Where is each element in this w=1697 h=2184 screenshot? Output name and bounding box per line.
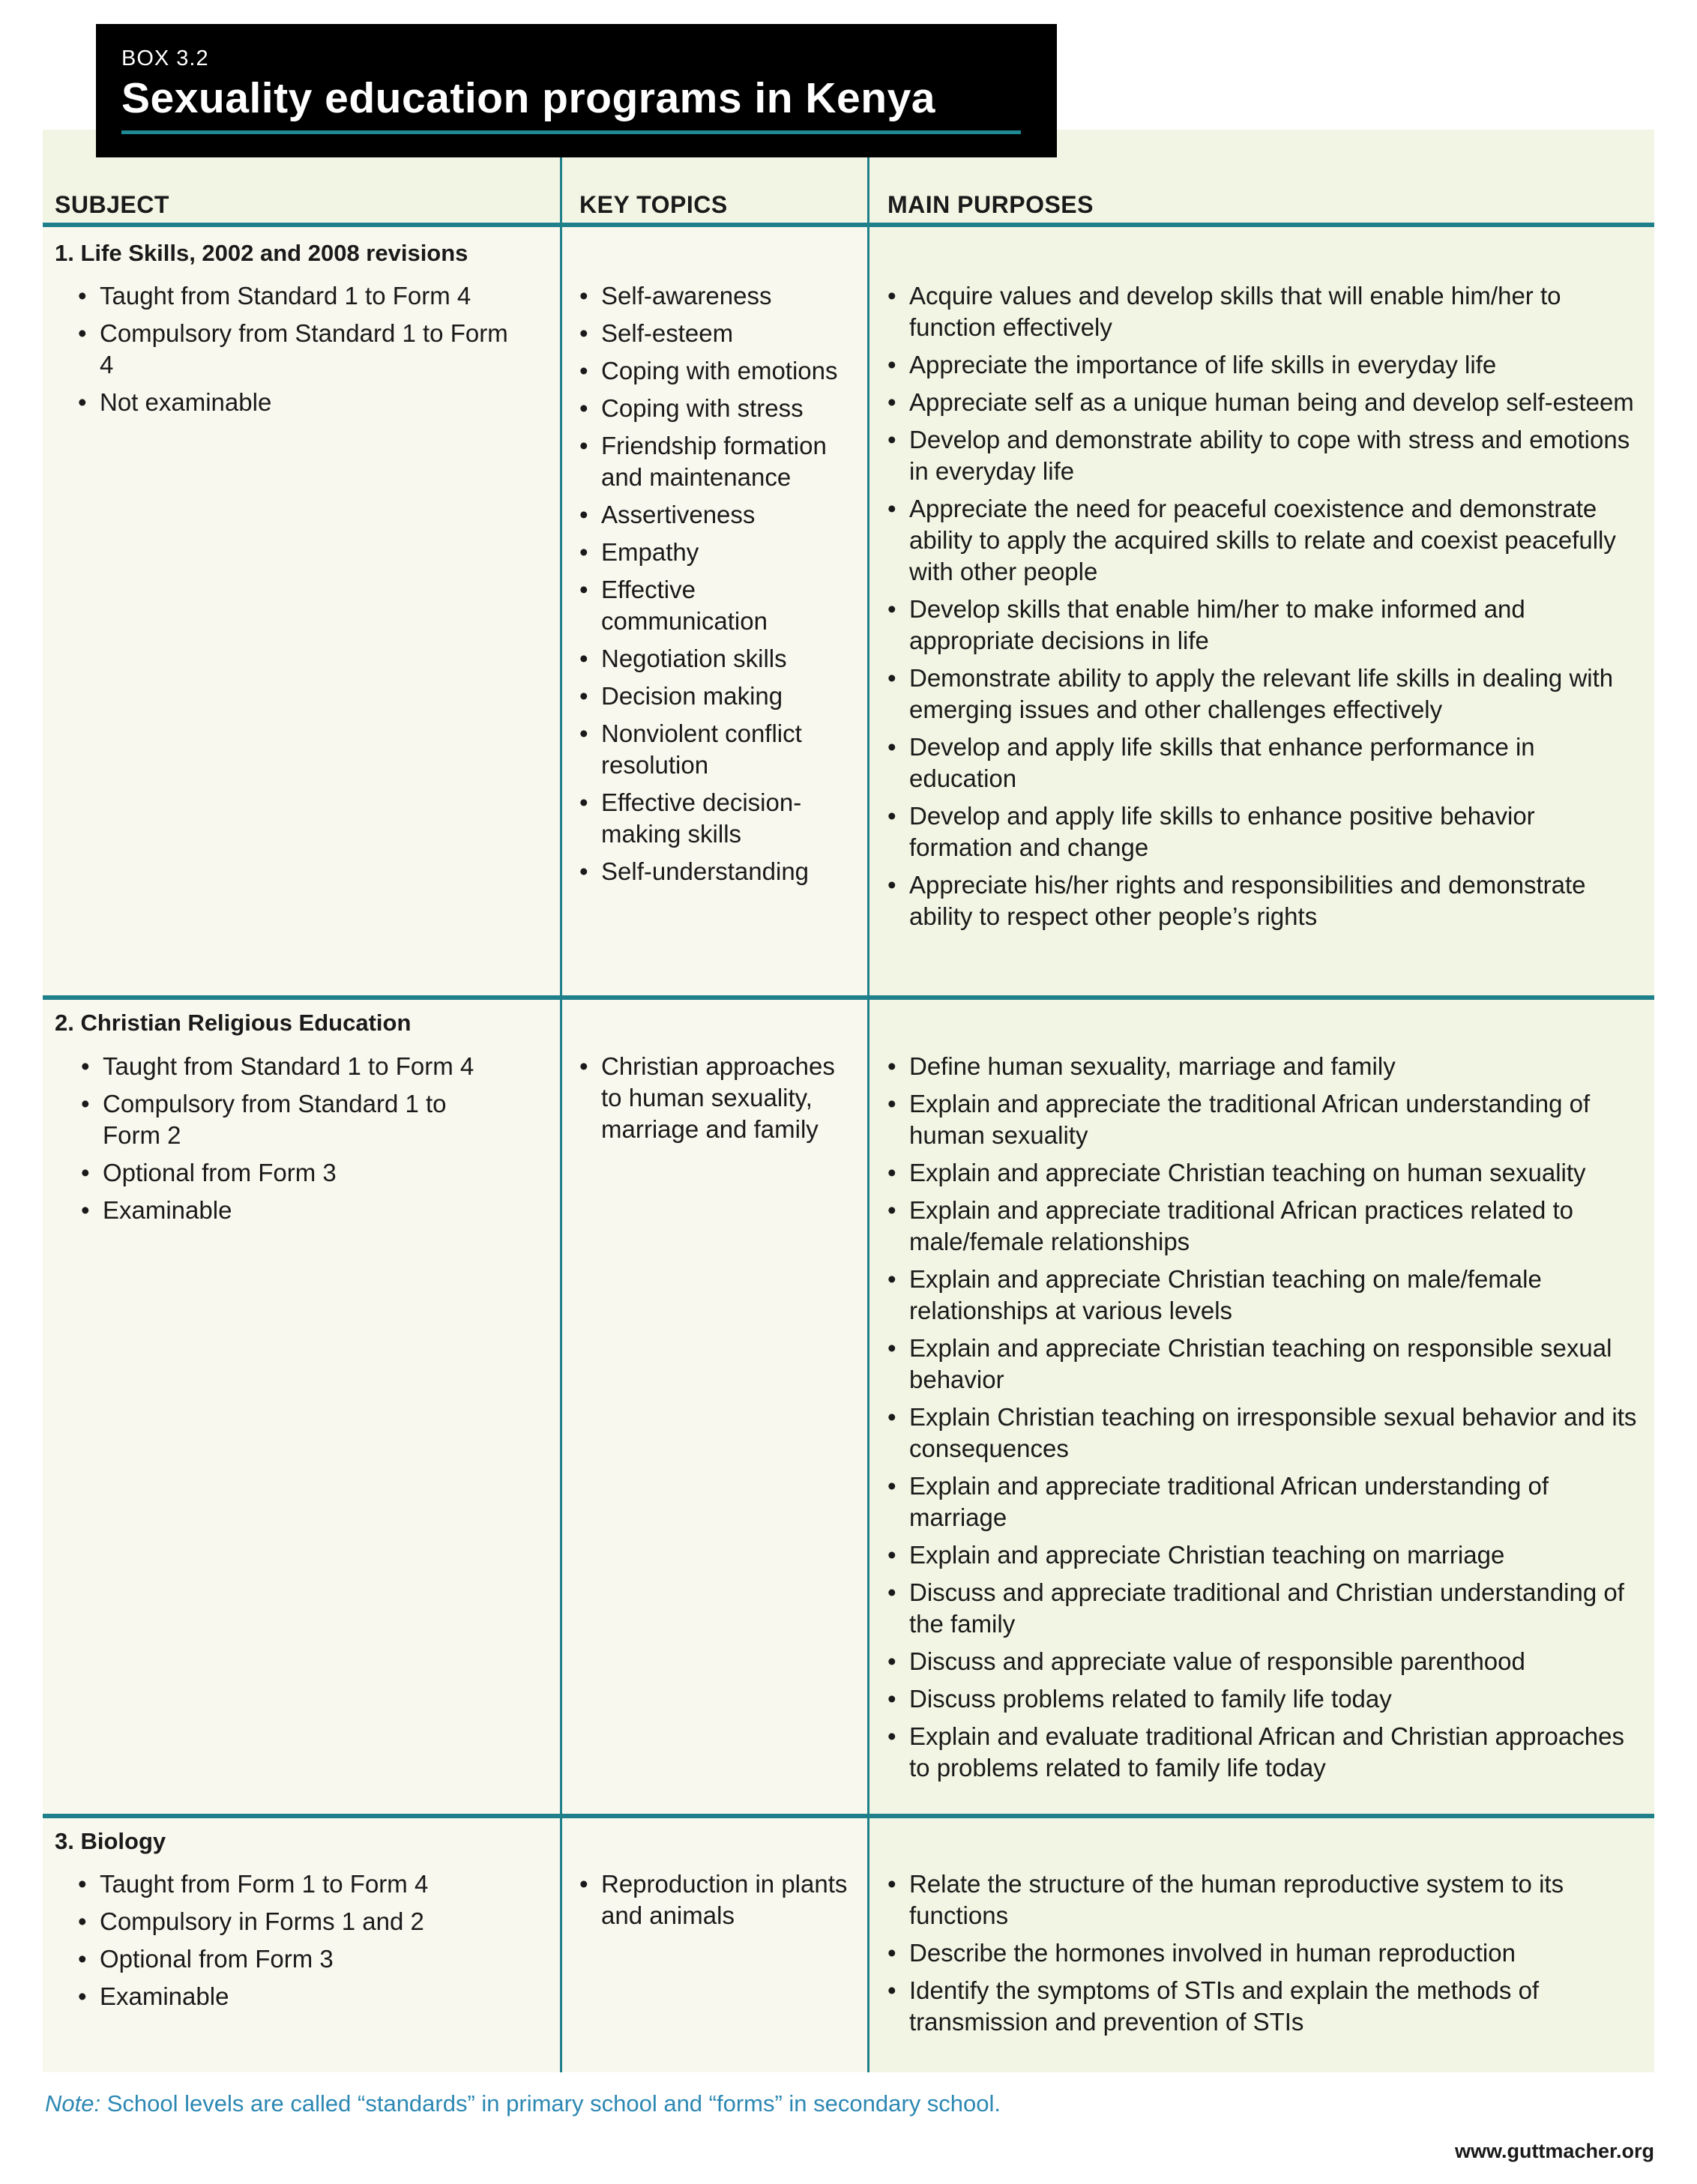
list-item: • Taught from Standard 1 to Form 4 (78, 280, 528, 312)
footnote-text: School levels are called “standards” in primary school and “forms” in secondary school. (100, 2090, 1001, 2117)
list-item: • Explain and evaluate traditional African and Christian approaches to problems related to family life today (887, 1721, 1648, 1784)
list-item: • Compulsory from Standard 1 to Form 2 (81, 1088, 501, 1151)
list-item: • Relate the structure of the human reproductive system to its functions (887, 1868, 1645, 1931)
list-item: • Define human sexuality, marriage and family (887, 1051, 1648, 1082)
life-skills-topics-list (579, 280, 857, 893)
life-skills-subject-list (78, 280, 528, 424)
list-item: • Compulsory in Forms 1 and 2 (78, 1906, 498, 1937)
list-item: • Coping with emotions (579, 355, 857, 387)
list-item: • Decision making (579, 681, 857, 712)
list-item: • Describe the hormones involved in human reproduction (887, 1937, 1645, 1969)
list-item: • Develop and apply life skills to enhance positive behavior formation and change (887, 800, 1645, 863)
list-item: • Empathy (579, 537, 857, 568)
list-item: • Nonviolent conflict resolution (579, 718, 857, 781)
section-divider-1 (43, 995, 1654, 1000)
website-url: www.guttmacher.org (1454, 2140, 1654, 2162)
list-item: • Explain and appreciate Christian teaching on human sexuality (887, 1157, 1648, 1189)
section-title-christian-religious-education: 2. Christian Religious Education (55, 1010, 412, 1036)
list-item: • Appreciate self as a unique human being and develop self-esteem (887, 387, 1645, 418)
list-item: • Examinable (81, 1195, 501, 1226)
list-item: • Develop skills that enable him/her to make informed and appropriate decisions in life (887, 594, 1645, 657)
biology-topics-list (579, 1868, 857, 1937)
list-item: • Negotiation skills (579, 643, 857, 675)
list-item: • Appreciate his/her rights and responsibilities and demonstrate ability to respect other people’s rights (887, 869, 1645, 932)
list-item: • Examinable (78, 1981, 498, 2012)
column-divider-1 (560, 157, 562, 2072)
cre-subject-list (81, 1051, 501, 1232)
list-item: • Self-awareness (579, 280, 857, 312)
box-label: BOX 3.2 (121, 46, 209, 70)
biology-purposes-list (887, 1868, 1645, 2044)
list-item: • Develop and demonstrate ability to cope with stress and emotions in everyday life (887, 424, 1645, 487)
life-skills-purposes-list (887, 280, 1645, 938)
list-item: • Effective decision-making skills (579, 787, 857, 850)
section-title-biology: 3. Biology (55, 1828, 166, 1854)
column-header-main-purposes: MAIN PURPOSES (887, 191, 1094, 218)
list-item: • Optional from Form 3 (78, 1943, 498, 1975)
section-divider-2 (43, 1814, 1654, 1818)
page-title: Sexuality education programs in Kenya (121, 74, 935, 122)
list-item: • Self-understanding (579, 856, 857, 887)
column-header-subject: SUBJECT (55, 191, 169, 218)
list-item: • Not examinable (78, 387, 528, 418)
list-item: • Friendship formation and maintenance (579, 430, 857, 493)
list-item: • Christian approaches to human sexuality, marriage and family (579, 1051, 857, 1145)
list-item: • Discuss and appreciate traditional and Christian understanding of the family (887, 1577, 1648, 1640)
column-header-key-topics: KEY TOPICS (579, 191, 728, 218)
list-item: • Explain Christian teaching on irresponsible sexual behavior and its consequences (887, 1402, 1648, 1464)
list-item: • Explain and appreciate Christian teaching on responsible sexual behavior (887, 1333, 1648, 1396)
list-item: • Reproduction in plants and animals (579, 1868, 857, 1931)
list-item: • Explain and appreciate Christian teaching on marriage (887, 1539, 1648, 1571)
list-item: • Effective communication (579, 574, 857, 637)
list-item: • Develop and apply life skills that enhance performance in education (887, 731, 1645, 794)
footnote-label: Note: (45, 2090, 101, 2117)
list-item: • Discuss and appreciate value of responsible parenthood (887, 1646, 1648, 1677)
cre-topics-list (579, 1051, 857, 1151)
list-item: • Compulsory from Standard 1 to Form 4 (78, 318, 528, 381)
list-item: • Explain and appreciate Christian teaching on male/female relationships at various levels (887, 1264, 1648, 1327)
list-item: • Explain and appreciate the traditional African understanding of human sexuality (887, 1088, 1648, 1151)
header-rule (43, 223, 1654, 227)
list-item: • Taught from Standard 1 to Form 4 (81, 1051, 501, 1082)
title-underline (121, 130, 1021, 134)
list-item: • Explain and appreciate traditional African practices related to male/female relationships (887, 1195, 1648, 1258)
list-item: • Identify the symptoms of STIs and explain the methods of transmission and prevention of STIs (887, 1975, 1645, 2038)
column-divider-2 (867, 157, 869, 2072)
biology-subject-list (78, 1868, 498, 2018)
footnote (45, 2090, 1001, 2117)
list-item: • Acquire values and develop skills that will enable him/her to function effectively (887, 280, 1645, 343)
list-item: • Coping with stress (579, 393, 857, 424)
section-title-life-skills: 1. Life Skills, 2002 and 2008 revisions (55, 240, 468, 266)
list-item: • Self-esteem (579, 318, 857, 349)
list-item: • Demonstrate ability to apply the relevant life skills in dealing with emerging issues and other challenges effectively (887, 663, 1645, 726)
cre-purposes-list (887, 1051, 1648, 1790)
list-item: • Assertiveness (579, 499, 857, 531)
list-item: • Discuss problems related to family life today (887, 1683, 1648, 1715)
list-item: • Explain and appreciate traditional African understanding of marriage (887, 1470, 1648, 1533)
list-item: • Optional from Form 3 (81, 1157, 501, 1189)
list-item: • Appreciate the importance of life skills in everyday life (887, 349, 1645, 381)
list-item: • Taught from Form 1 to Form 4 (78, 1868, 498, 1900)
list-item: • Appreciate the need for peaceful coexistence and demonstrate ability to apply the acquired skills to relate and coexist peacefully with other people (887, 493, 1645, 588)
